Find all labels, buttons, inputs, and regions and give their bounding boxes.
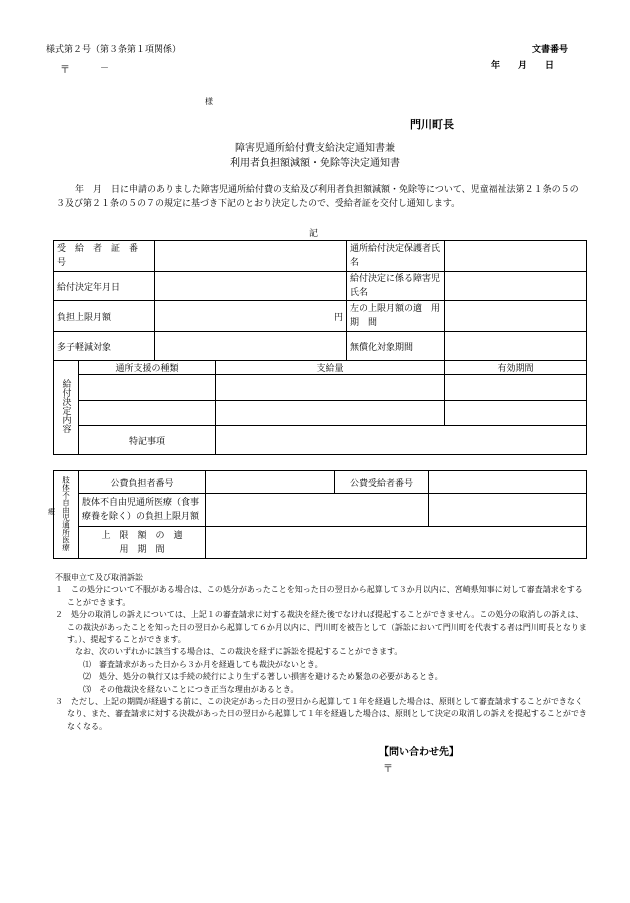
sender-name: 門川町長 [410,118,454,131]
support-type-cell [79,401,216,426]
payer-number-label: 公費負担者番号 [79,471,206,494]
applicable-period-label: 左の上限月額の適 用 期 間 [347,301,445,332]
recipient-number-label: 受 給 者 証 番 号 [54,241,155,272]
addressee-suffix: 様 [205,97,213,106]
guardian-name-value [445,241,587,272]
limit-period-value [206,527,587,559]
note-1: １ この処分について不服がある場合は、この処分があったことを知った日の翌日から起算して３か月以内に、宮崎県知事に対して審査請求をすることができます。 [55,585,583,607]
amount-cell [216,401,445,426]
burden-limit-label: 負担上限月額 [54,301,155,332]
title-line1: 障害児通所給付費支給決定通知書兼 [235,143,395,154]
medical-limit-extra [429,494,587,527]
free-period-value [445,332,587,361]
medical-section-label: 肢体不自由児通所医療 [54,471,79,559]
child-name-value [445,272,587,301]
amount-header: 支給量 [216,361,445,375]
valid-period-cell [445,401,587,426]
support-type-header: 通所支援の種類 [79,361,216,375]
public-recipient-number-value [429,471,587,494]
decision-date-value [155,272,347,301]
note-2b: なお、次のいずれかに該当する場合は、この裁決を経ずに訴訟を提起することができます。 [75,647,403,657]
contact-label: 【問い合わせ先】 [379,747,459,758]
postal-mark: 〒 [60,65,70,76]
ki-label: 記 [309,229,319,239]
decision-content-label: 給付決定内容 [54,361,79,455]
note-sub-2: ⑵ 処分、処分の執行又は手続の続行により生ずる著しい損害を避けるため緊急の必要があるとき。 [83,672,443,682]
medical-limit-value [206,494,429,527]
recipient-number-value [155,241,347,272]
yen-unit: 円 [334,312,344,323]
burden-limit-value [155,301,347,332]
medical-table [53,470,587,559]
note-3: ３ ただし、上記の期間が経過する前に、この決定があった日の翌日から起算して１年を経過した場合は、原則として審査請求することができなくなり、また、審査請求に対する決裁があった日の翌日から起算して１年を経過した場合は、原則として決定の取消しの訴えを提起することができなくなる。 [55,697,587,731]
amount-cell [216,375,445,401]
valid-period-cell [445,375,587,401]
multi-child-label: 多子軽減対象 [54,332,155,361]
applicable-period-value [445,301,587,332]
postal-dash: － [100,64,110,74]
note-2: ２ 処分の取消しの訴えについては、上記１の審査請求に対する裁決を経た後でなければ提起することができません。この処分の取消しの訴えは、この裁決があったことを知った日の翌日から起算して６か月以内に、門川町を被告として（訴訟において門川町を代表する者は門川町長となります。）、提起することができます。 [55,610,587,645]
decision-date-label: 給付決定年月日 [54,272,155,301]
contact-postal-mark: 〒 [383,764,393,775]
limit-period-label: 上 限 額 の 適 用 期 間 [79,527,206,559]
special-notes-value [216,426,587,455]
date-label: 年 月 日 [491,61,555,71]
multi-child-value [155,332,347,361]
note-sub-1: ⑴ 審査請求があった日から３か月を経過しても裁決がないとき。 [83,659,323,669]
medical-limit-label: 肢体不自由児通所医療（食事療養を除く）の負担上限月額 [79,494,206,527]
free-period-label: 無償化対象期間 [347,332,445,361]
support-type-cell [79,375,216,401]
valid-period-header: 有効期間 [445,361,587,375]
public-recipient-number-label: 公費受給者番号 [335,471,429,494]
medical-side-sub: 療 [48,508,55,516]
payer-number-value [206,471,335,494]
body-text: 年 月 日に申請のありました障害児通所給付費の支給及び利用者負担額減額・免除等について、児童福祉法第２１条の５の３及び第２１条の５の７の規定に基づき下記のとおり決定したので、受給者証を交付し通知します。 [56,185,579,209]
title-line2: 利用者負担額減額・免除等決定通知書 [230,158,400,169]
child-name-label: 給付決定に係る障害児氏名 [347,272,445,301]
note-sub-3: ⑶ その他裁決を経ないことにつき正当な理由があるとき。 [83,684,299,694]
doc-number-label: 文書番号 [532,45,569,55]
appeal-notes [55,572,590,733]
notes-heading: 不服申立て及び取消訴訟 [55,573,143,582]
decision-table [53,240,587,455]
guardian-name-label: 通所給付決定保護者氏名 [347,241,445,272]
special-notes-label: 特記事項 [79,426,216,455]
form-number: 様式第２号（第３条第１項関係） [46,45,182,55]
